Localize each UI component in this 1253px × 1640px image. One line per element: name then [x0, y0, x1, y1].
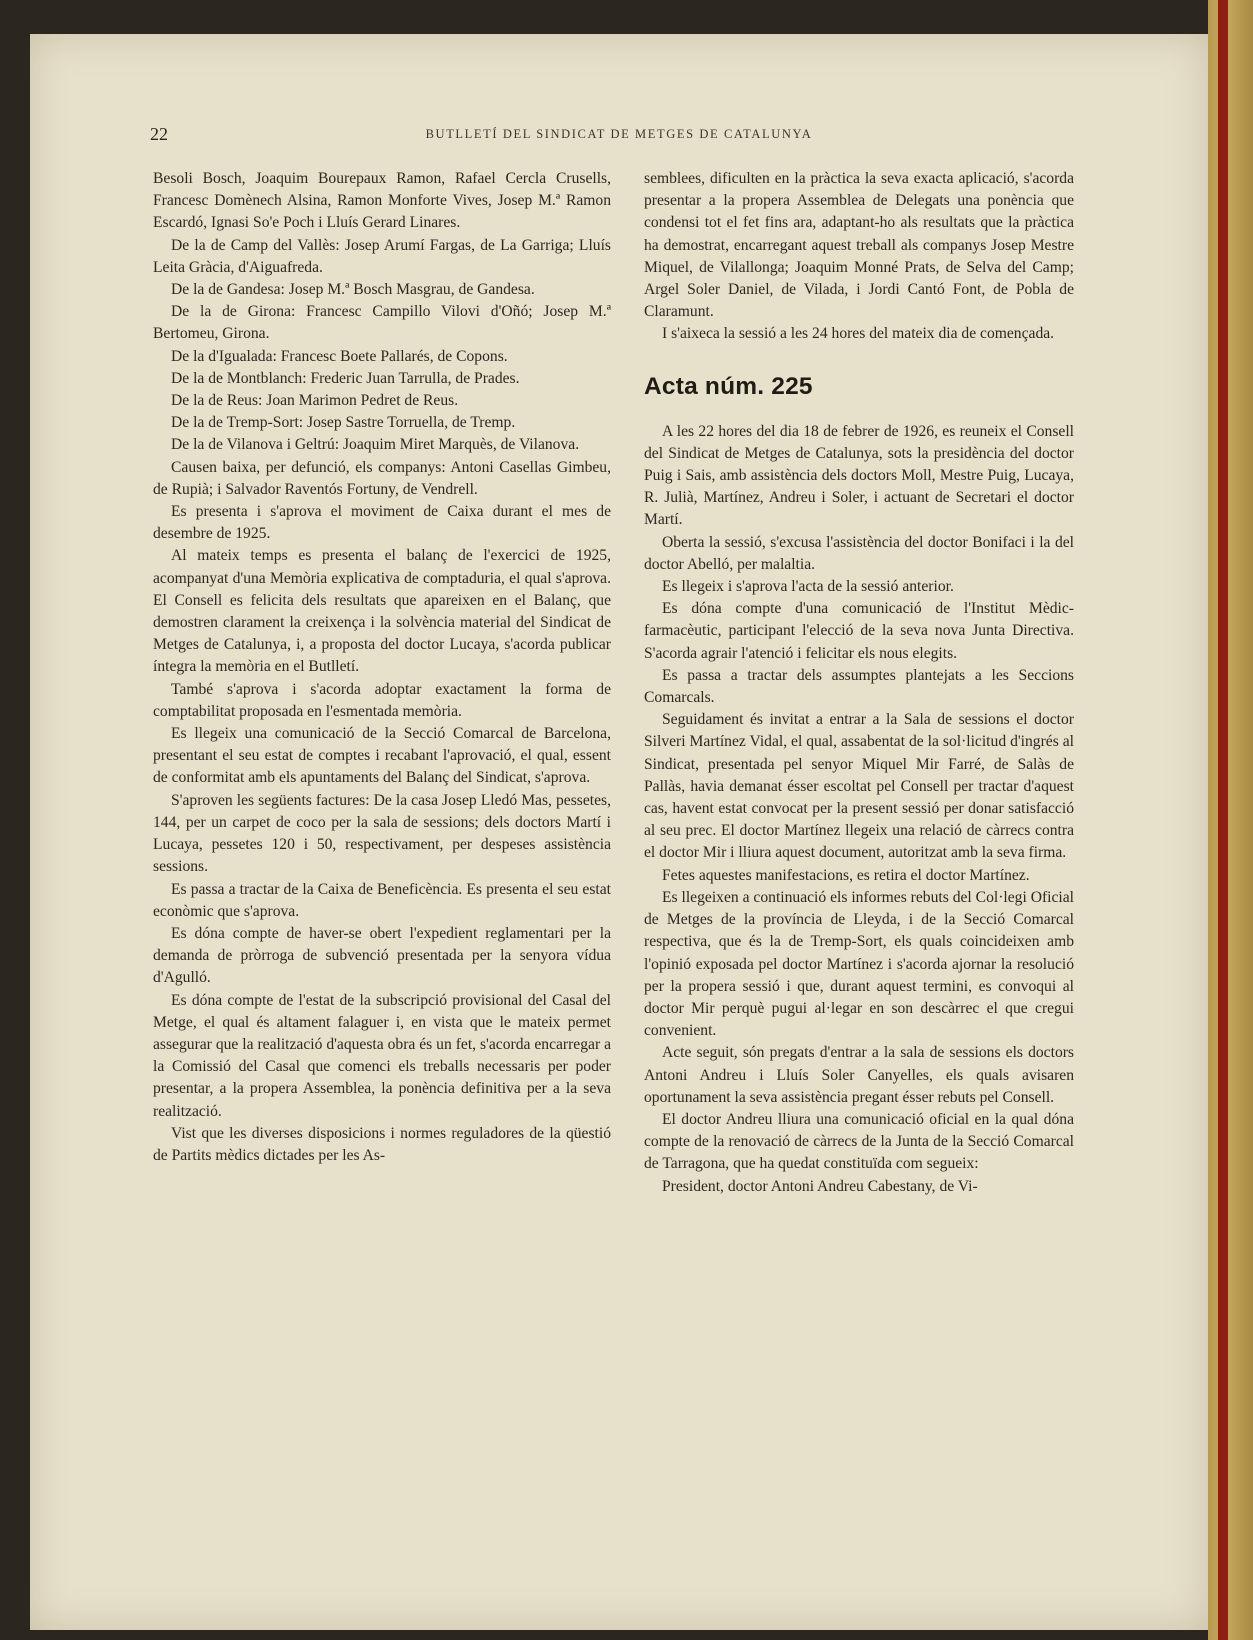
- paragraph: De la d'Igualada: Francesc Boete Pallarés, de Copons.: [171, 347, 508, 365]
- paragraph: Acte seguit, són pregats d'entrar a la sala de sessions els doctors Antoni Andreu i Lluís Soler Canyelles, els quals avisaren oportunament la seva assistència pregant ésser rebuts pel Consell.: [644, 1044, 1074, 1106]
- paragraph: Fetes aquestes manifestacions, es retira el doctor Martínez.: [662, 866, 1030, 884]
- paragraph: President, doctor Antoni Andreu Cabestany, de Vi-: [662, 1177, 978, 1195]
- binding-edge: [1208, 0, 1253, 1640]
- paragraph: Seguidament és invitat a entrar a la Sala de sessions el doctor Silveri Martínez Vidal, el qual, assabentat de la sol·licitud d'ingrés al Sindicat, presentada pel senyor Miquel Mir Farré, de Salàs de Pallàs, havia demanat ésser escoltat pel Consell per tractar d'aquest cas, havent estat convocat per la present sessió per donar satisfacció al seu prec. El doctor Martínez llegeix una relació de càrrecs contra el doctor Mir i lliura aquest document, autoritzat amb la seva firma.: [644, 711, 1074, 862]
- running-head: [30, 124, 1208, 146]
- paragraph: semblees, dificulten en la pràctica la seva exacta aplicació, s'acorda presentar a la propera Assemblea de Delegats una ponència que condensi tot el fet fins ara, adaptant-ho als resultats que la pràctica ha demostrat, encarregant aquest treball als companys Josep Mestre Miquel, de Vilallonga; Joaquim Monné Prats, de Selva del Camp; Argel Soler Daniel, de Vilada, i Jordi Cantó Font, de Pobla de Claramunt.: [644, 170, 1074, 321]
- running-title: BUTLLETÍ DEL SINDICAT DE METGES DE CATALUNYA: [425, 127, 813, 141]
- paragraph: S'aproven les següents factures: De la casa Josep Lledó Mas, pessetes, 144, per un carpet de coco per la sala de sessions; dels doctors Martí i Lucaya, pessetes 120 i 50, respectivament, per despeses assistència sessions.: [153, 791, 611, 876]
- paragraph: També s'aprova i s'acorda adoptar exactament la forma de comptabilitat proposada en l'esmentada memòria.: [153, 680, 611, 720]
- right-column: [644, 168, 1074, 1198]
- paragraph: I s'aixeca la sessió a les 24 hores del mateix dia de començada.: [662, 325, 1055, 343]
- paragraph: Besoli Bosch, Joaquim Bourepaux Ramon, Rafael Cercla Crusells, Francesc Domènech Alsina, Ramon Monforte Vives, Josep M.ª Ramon Escardó, Ignasi So'e Poch i Lluís Gerard Linares.: [153, 170, 611, 232]
- document-page: [30, 34, 1208, 1630]
- paragraph: Es llegeixen a continuació els informes rebuts del Col·legi Oficial de Metges de la província de Lleyda, i de la Secció Comarcal respectiva, que és la de Tremp-Sort, els quals coincideixen amb l'opinió exposada pel doctor Martínez i s'acorda ajornar la resolució per la propera sessió i que, durant aquest termini, es convoqui al doctor Mir perquè pugui al·legar en son descàrrec el que cregui convenient.: [644, 888, 1074, 1040]
- paragraph: De la de Gandesa: Josep M.ª Bosch Masgrau, de Gandesa.: [171, 281, 535, 299]
- section-title: Acta núm. 225: [644, 372, 813, 400]
- paragraph: Es dóna compte de haver-se obert l'expedient reglamentari per la demanda de pròrroga de subvenció presentada per la senyora vídua d'Agulló.: [153, 924, 611, 987]
- paragraph: Es passa a tractar de la Caixa de Beneficència. Es presenta el seu estat econòmic que s'aprova.: [153, 880, 611, 920]
- paragraph: Es dóna compte d'una comunicació de l'Institut Mèdic-farmacèutic, participant l'elecció de la seva nova Junta Directiva. S'acorda agrair l'atenció i felicitar els nous elegits.: [644, 600, 1074, 662]
- paragraph: De la de Reus: Joan Marimon Pedret de Reus.: [171, 392, 459, 410]
- paragraph: Causen baixa, per defunció, els companys: Antoni Casellas Gimbeu, de Rupià; i Salvador Raventós Fortuny, de Vendrell.: [153, 458, 611, 498]
- paragraph: Es dóna compte de l'estat de la subscripció provisional del Casal del Metge, el qual és altament falaguer i, en vista que le mateix permet assegurar que la realització d'aquesta obra és un fet, s'acorda encarregar a la Comissió del Casal que comenci els treballs necessaris per poder presentar, a la propera Assemblea, la ponència definitiva per a la seva realització.: [153, 991, 611, 1120]
- paragraph: Es presenta i s'aprova el moviment de Caixa durant el mes de desembre de 1925.: [153, 503, 611, 543]
- paragraph: Es llegeix i s'aprova l'acta de la sessió anterior.: [662, 578, 954, 596]
- paragraph: El doctor Andreu lliura una comunicació oficial en la qual dóna compte de la renovació de càrrecs de la Junta de la Secció Comarcal de Tarragona, que ha quedat constituïda com segueix:: [644, 1110, 1074, 1173]
- left-column: [153, 168, 611, 1167]
- paragraph: Vist que les diverses disposicions i normes reguladores de la qüestió de Partits mèdics dictades per les As-: [153, 1124, 611, 1164]
- paragraph: De la de Tremp-Sort: Josep Sastre Torruella, de Tremp.: [171, 414, 516, 432]
- paragraph: De la de Montblanch: Frederic Juan Tarrulla, de Prades.: [171, 369, 520, 387]
- page-number: 22: [150, 124, 168, 144]
- paragraph: De la de Vilanova i Geltrú: Joaquim Miret Marquès, de Vilanova.: [171, 436, 580, 454]
- paragraph: A les 22 hores del dia 18 de febrer de 1926, es reuneix el Consell del Sindicat de Metges de Catalunya, sots la presidència del doctor Puig i Sais, amb assistència dels doctors Moll, Mestre Puig, Lucaya, R. Julià, Martínez, Andreu i Soler, i actuant de Secretari el doctor Martí.: [644, 422, 1074, 529]
- paragraph: Es passa a tractar dels assumptes plantejats a les Seccions Comarcals.: [644, 666, 1074, 707]
- paragraph: De la de Girona: Francesc Campillo Vilovi d'Oñó; Josep M.ª Bertomeu, Girona.: [153, 303, 611, 343]
- binding-stripe: [1218, 0, 1228, 1640]
- paragraph: Al mateix temps es presenta el balanç de l'exercici de 1925, acompanyat d'una Memòria explicativa de comptaduria, el qual s'aprova. El Consell es felicita dels resultats que apareixen en el Balanç, que demostren clarament la creixença i la solvència material del Sindicat de Metges de Catalunya, i, a proposta del doctor Lucaya, s'acorda publicar íntegra la memòria en el Butlletí.: [153, 547, 611, 676]
- paragraph: De la de Camp del Vallès: Josep Arumí Fargas, de La Garriga; Lluís Leita Gràcia, d'Aiguafreda.: [153, 236, 611, 276]
- paragraph: Oberta la sessió, s'excusa l'assistència del doctor Bonifaci i la del doctor Abelló, per malaltia.: [644, 533, 1074, 573]
- paragraph: Es llegeix una comunicació de la Secció Comarcal de Barcelona, presentant el seu estat de comptes i recabant l'aprovació, el qual, essent de conformitat amb els apuntaments del Balanç del Sindicat, s'aprova.: [153, 725, 611, 787]
